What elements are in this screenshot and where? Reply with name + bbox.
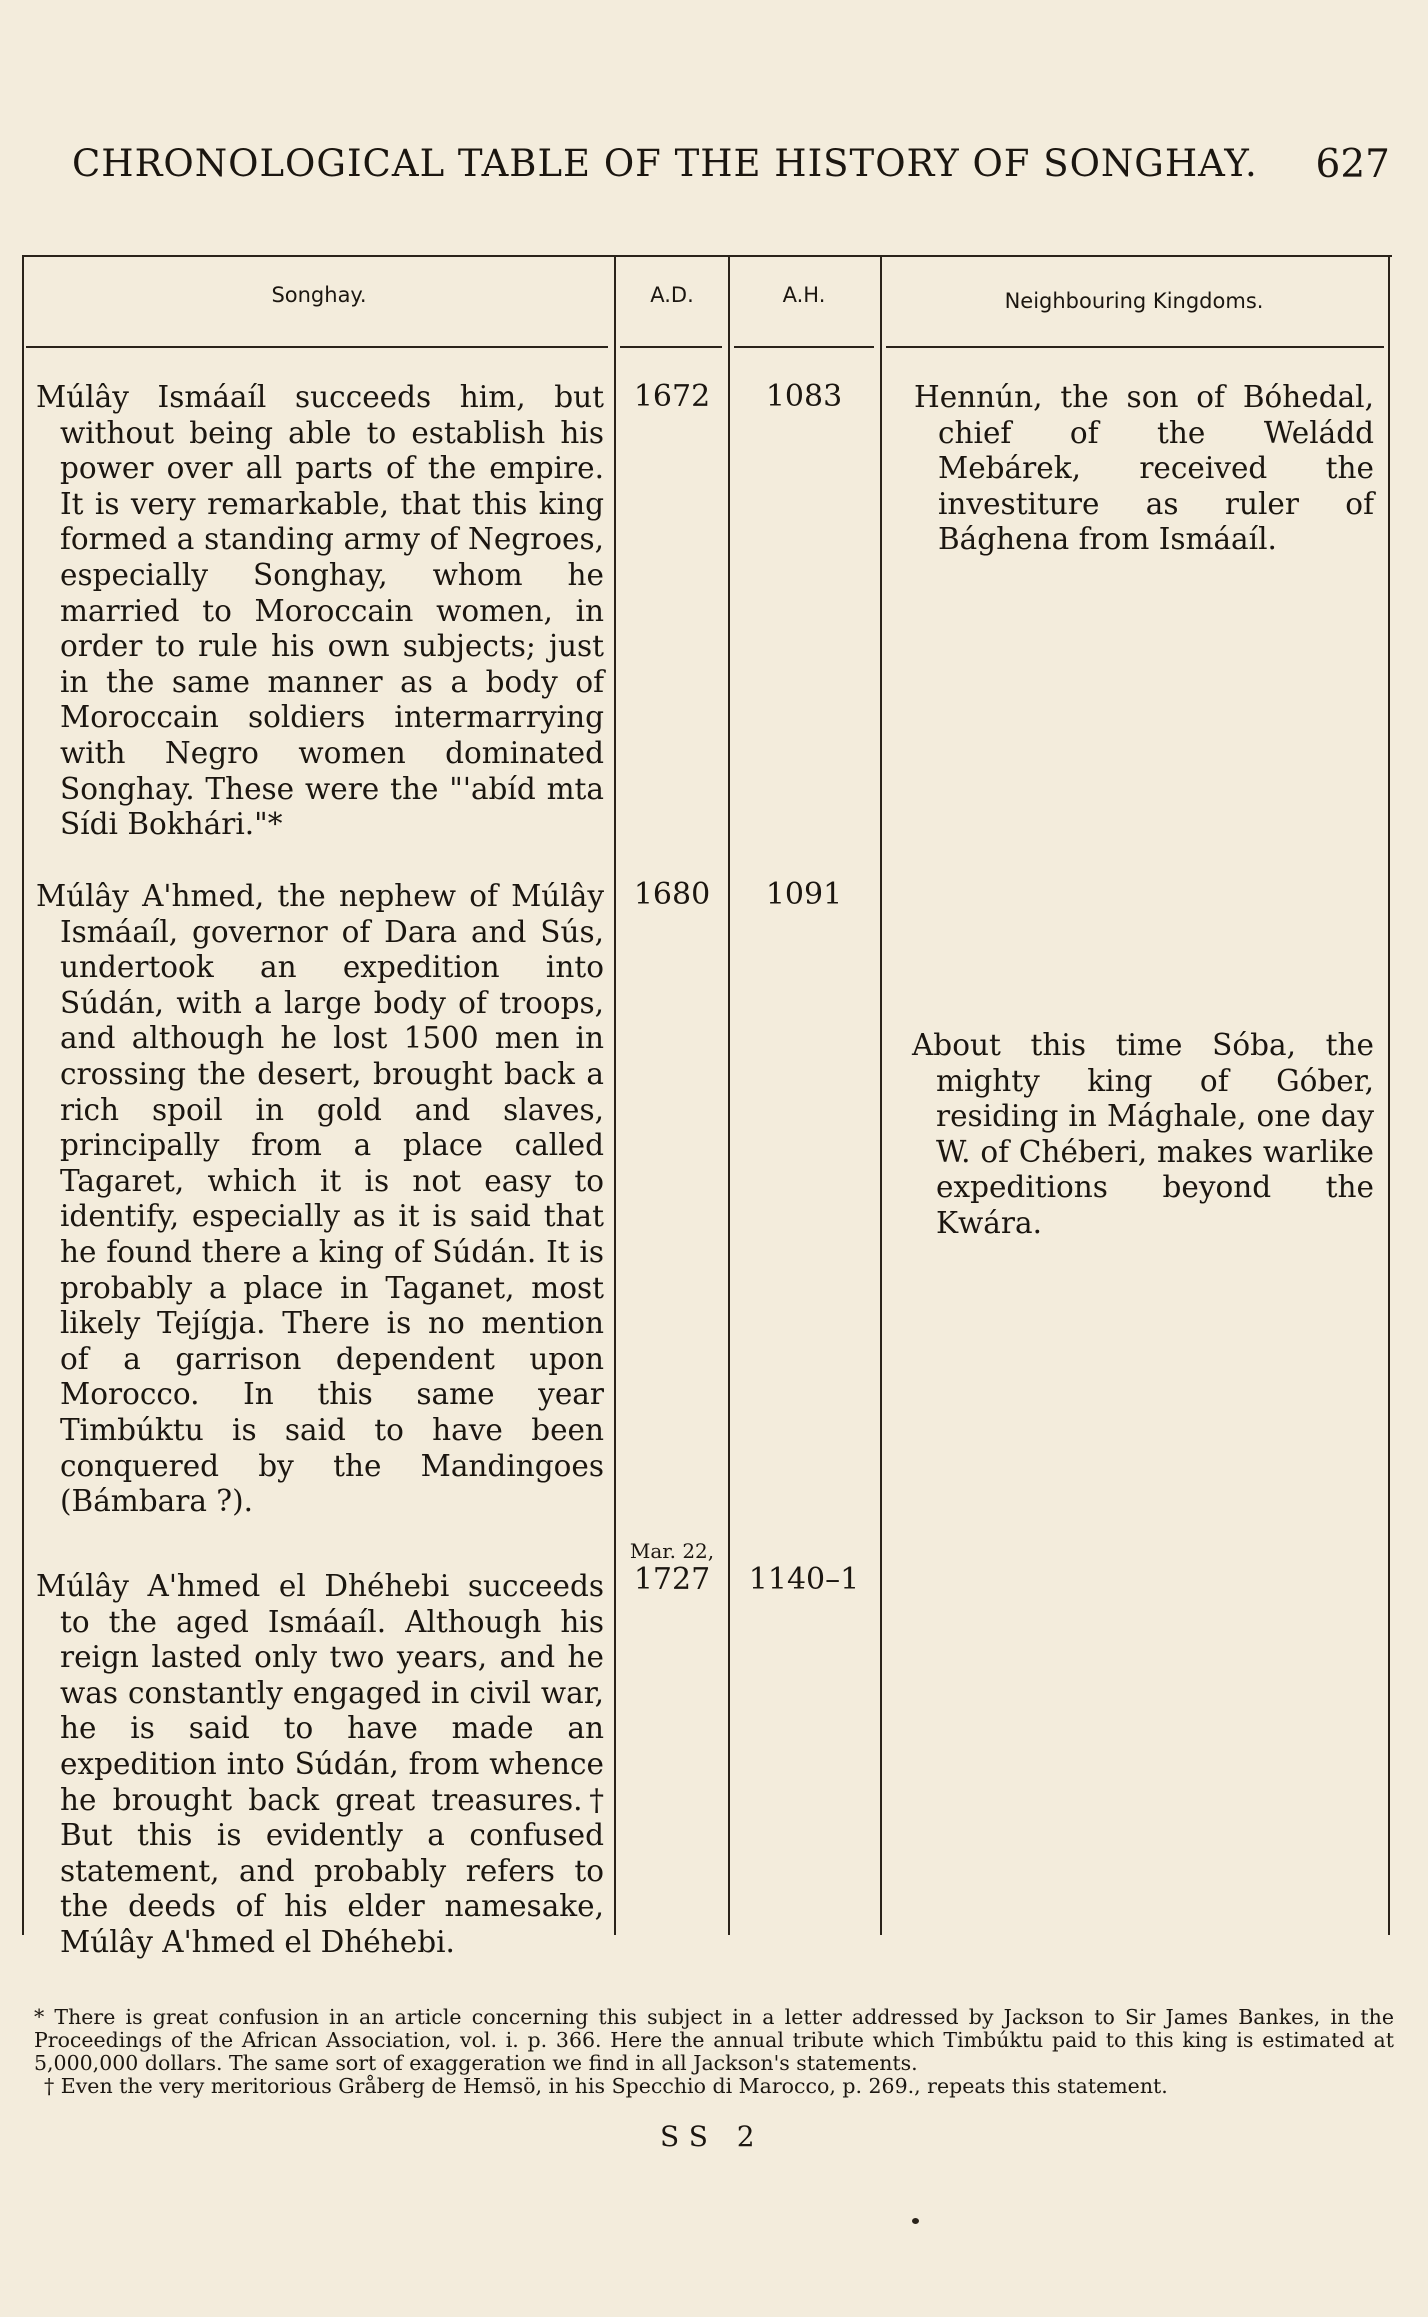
ah-year: 1091 [765,877,843,912]
column-divider [614,257,616,1935]
column-header-songhay: Songhay. [271,283,367,307]
footnotes [34,2006,1394,2098]
column-header-neighbouring: Neighbouring Kingdoms. [1004,289,1264,313]
ah-year: 1140–1 [748,1562,860,1597]
header-rule [734,346,874,348]
chronological-table [22,255,1392,1959]
ah-year: 1083 [765,379,843,414]
neighbouring-entry: About this time Sóba, the mighty king of Góber, residing in Mághale, one day W. of Chéberi, makes warlike expeditions beyond the Kwára. [912,1028,1374,1240]
songhay-entry: Múlây A'hmed el Dhéhebi succeeds to the aged Ismáaíl. Although his reign lasted only two years, and he was constantly engaged in civil war, he is said to have made an expedition into Súdán, from whence he brought back great treasures.† But this is evidently a confused statement, and probably refers to the deeds of his elder namesake, Múlây A'hmed el Dhéhebi. [36,1569,604,1959]
table-right-border [1388,257,1390,1935]
column-divider [728,257,730,1935]
header-rule [620,346,722,348]
ink-speck [912,2218,919,2224]
signature-mark: SS 2 [660,2120,765,2153]
ad-year: 1672 [633,379,711,414]
table-top-rule [22,255,1392,257]
ad-year: 1680 [633,877,711,912]
ad-date: Mar. 22, [629,1539,715,1563]
header-rule [26,346,608,348]
page-title: CHRONOLOGICAL TABLE OF THE HISTORY OF SONGHAY. [72,142,1258,185]
running-header [72,142,1390,192]
footnote: * There is great confusion in an article concerning this subject in a letter addressed by Jackson to Sir James Bankes, in the Proceedings of the African Association, vol. i. p. 366. Here the annual tribute which Timbúktu paid to this king is estimated at 5,000,000 dollars. The same sort of exaggeration we find in all Jackson's statements. [34,2005,1394,2075]
table-left-border [22,257,24,1935]
neighbouring-entry: Hennún, the son of Bóhedal, chief of the Weládd Mebárek, received the investiture as ruler of Bághena from Ismáaíl. [914,380,1374,557]
songhay-entry: Múlây Ismáaíl succeeds him, but without being able to establish his power over all parts of the empire. It is very remarkable, that this king formed a standing army of Negroes, especially Songhay, whom he married to Moroccain women, in order to rule his own subjects; just in the same manner as a body of Moroccain soldiers intermarrying with Negro women dominated Songhay. These were the "'abíd mta Sídi Bokhári."* [36,380,604,842]
songhay-entry: Múlây A'hmed, the nephew of Múlây Ismáaíl, governor of Dara and Sús, undertook an expedition into Súdán, with a large body of troops, and although he lost 1500 men in crossing the desert, brought back a rich spoil in gold and slaves, principally from a place called Tagaret, which it is not easy to identify, especially as it is said that he found there a king of Súdán. It is probably a place in Taganet, most likely Tejígja. There is no mention of a garrison dependent upon Morocco. In this same year Timbúktu is said to have been conquered by the Mandingoes (Bámbara ?). [36,879,604,1519]
ad-year: 1727 [633,1562,711,1597]
column-header-ad: A.D. [650,283,694,307]
column-divider [880,257,882,1935]
page-number: 627 [1315,142,1390,187]
column-header-ah: A.H. [782,283,826,307]
footnote: † Even the very meritorious Gråberg de Hemsö, in his Specchio di Marocco, p. 269., repeats this statement. [44,2074,1168,2098]
header-rule [886,346,1384,348]
